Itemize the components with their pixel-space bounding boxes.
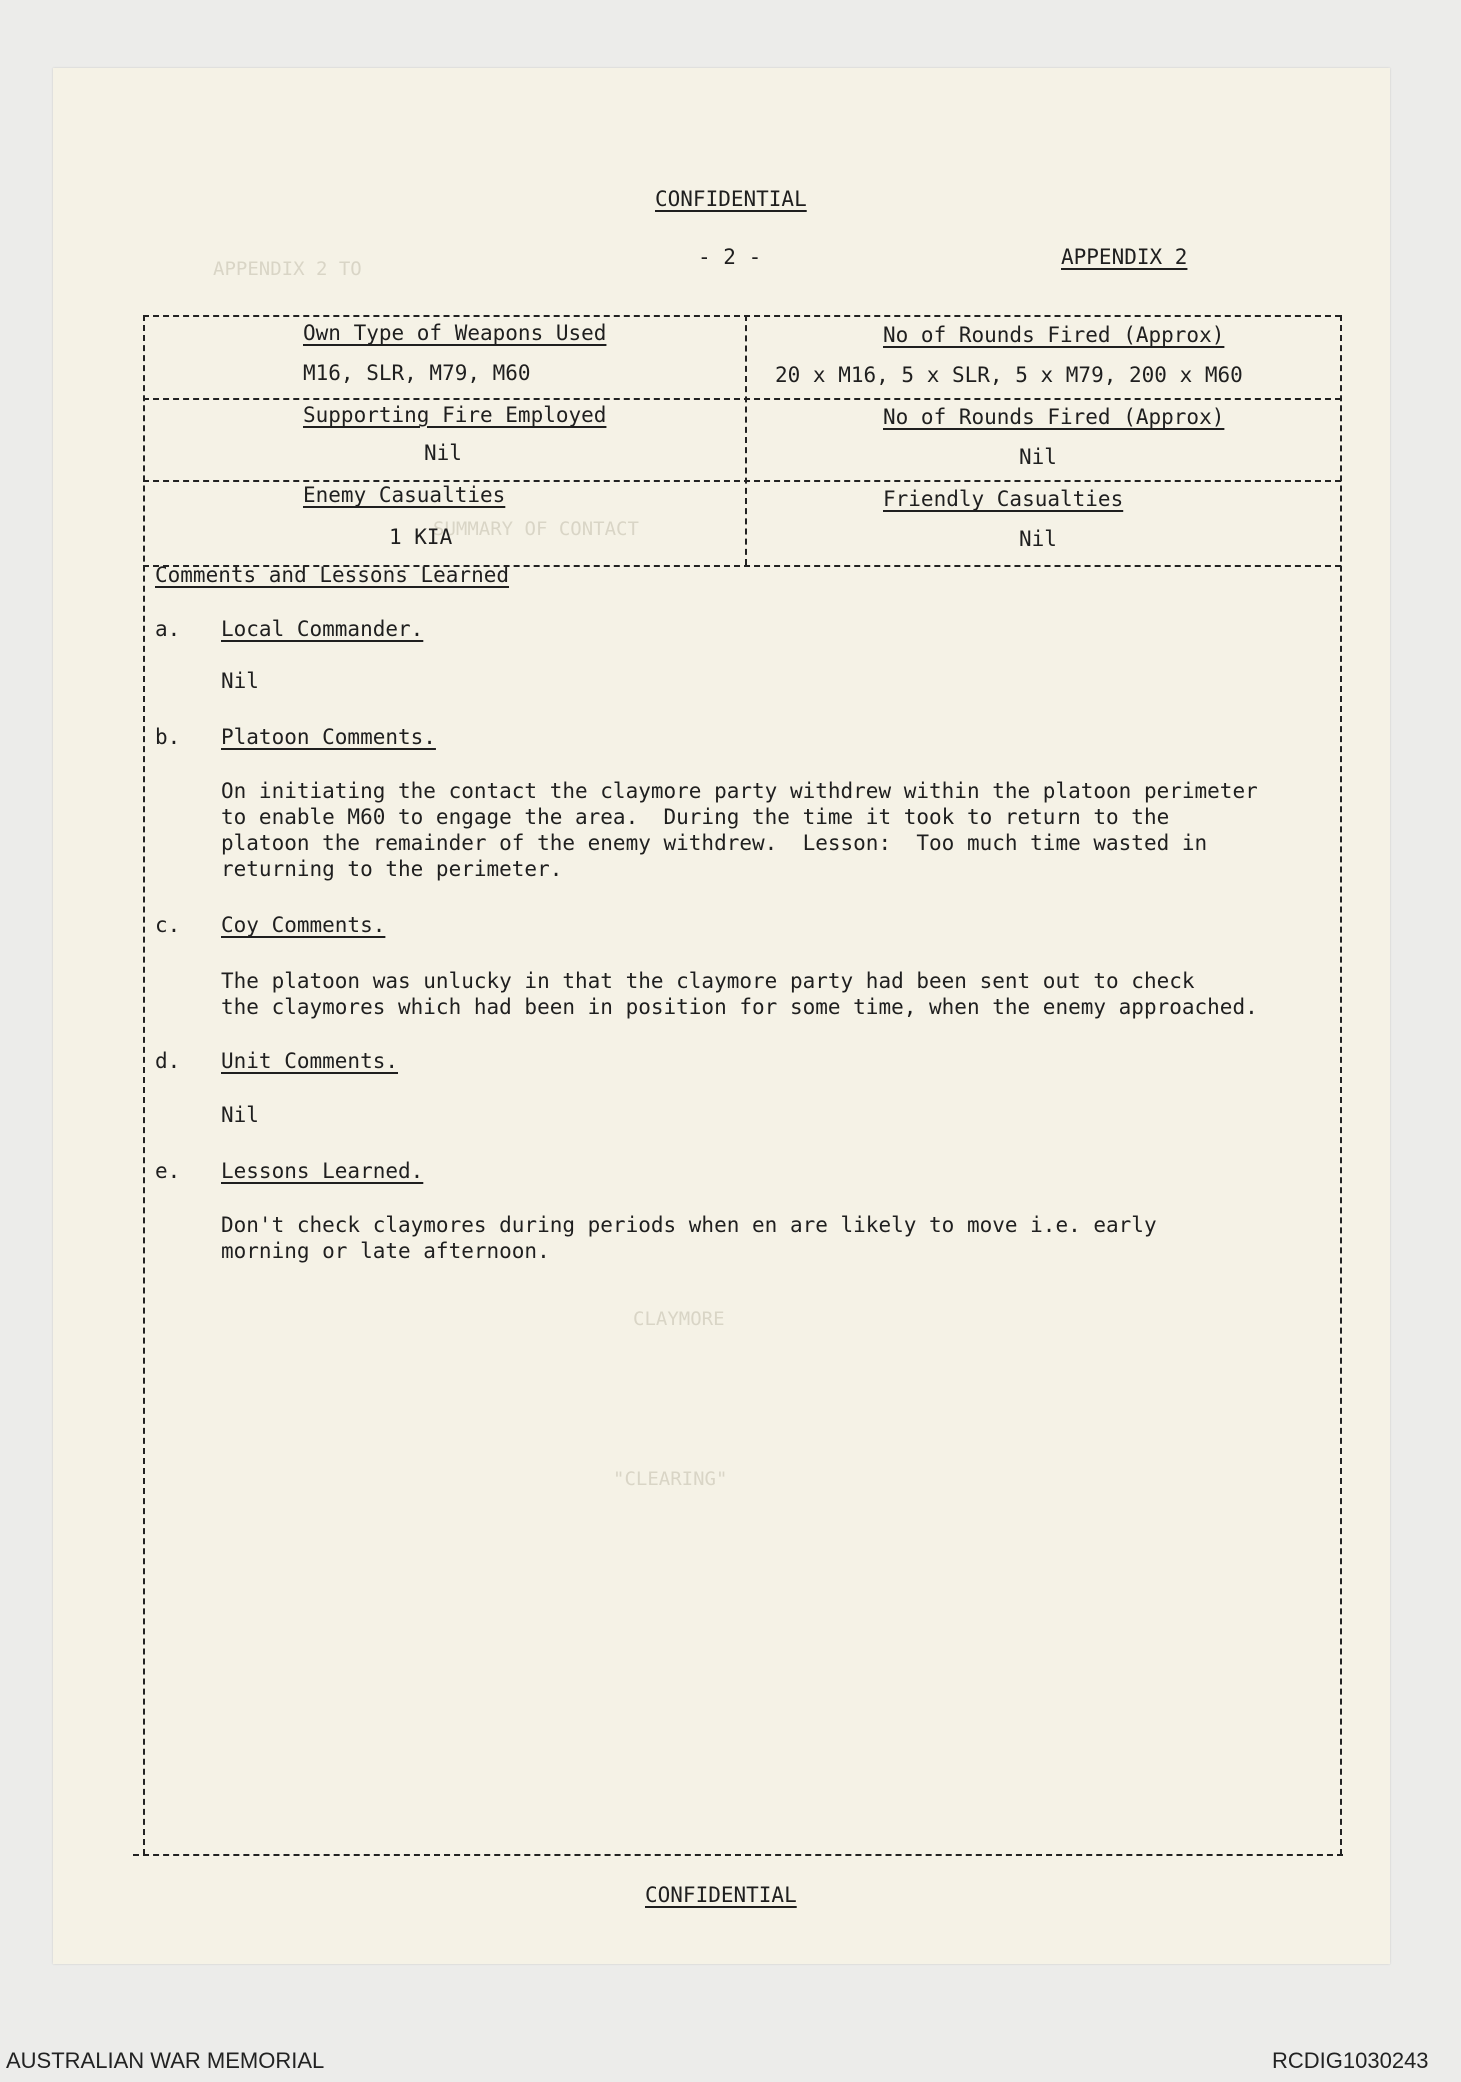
table-top-border	[143, 315, 1341, 317]
appendix-label: APPENDIX 2	[1061, 245, 1188, 269]
table-bottom-border	[133, 1854, 1343, 1856]
item-line: platoon the remainder of the enemy withdrew. Lesson: Too much time wasted in	[221, 831, 1208, 855]
own-weapons-value: M16, SLR, M79, M60	[303, 361, 531, 385]
item-title: Platoon Comments.	[221, 725, 436, 749]
item-title: Local Commander.	[221, 617, 424, 641]
table-center-divider	[745, 315, 747, 565]
classification-bottom: CONFIDENTIAL	[645, 1883, 797, 1907]
item-letter: b.	[155, 725, 181, 749]
item-line: Don't check claymores during periods when en are likely to move i.e. early	[221, 1213, 1157, 1237]
item-line: The platoon was unlucky in that the claymore party had been sent out to check	[221, 969, 1195, 993]
table-right-border	[1340, 315, 1342, 1855]
item-title: Unit Comments.	[221, 1049, 399, 1073]
item-title: Coy Comments.	[221, 913, 386, 937]
bleed-through-artifact: CLAYMORE	[633, 1308, 725, 1330]
item-line: Nil	[221, 1103, 259, 1127]
item-title: Lessons Learned.	[221, 1159, 424, 1183]
rounds-fired-value-1: 20 x M16, 5 x SLR, 5 x M79, 200 x M60	[775, 363, 1243, 387]
archive-footer-right: RCDIG1030243	[1272, 2048, 1429, 2073]
item-letter: e.	[155, 1159, 181, 1183]
bleed-through-artifact: APPENDIX 2 TO	[213, 258, 362, 280]
item-letter: a.	[155, 617, 181, 641]
item-line: returning to the perimeter.	[221, 857, 563, 881]
row-divider	[143, 398, 1341, 400]
comments-heading: Comments and Lessons Learned	[155, 563, 510, 587]
supporting-fire-label: Supporting Fire Employed	[303, 403, 607, 427]
own-weapons-label: Own Type of Weapons Used	[303, 321, 607, 345]
rounds-fired-value-2: Nil	[1019, 445, 1057, 469]
bleed-through-artifact: "CLEARING"	[613, 1468, 728, 1490]
item-line: morning or late afternoon.	[221, 1239, 550, 1263]
item-letter: d.	[155, 1049, 181, 1073]
enemy-casualties-label: Enemy Casualties	[303, 483, 506, 507]
rounds-fired-label-2: No of Rounds Fired (Approx)	[883, 405, 1225, 429]
item-line: the claymores which had been in position for some time, when the enemy approached.	[221, 995, 1258, 1019]
bleed-through-artifact: SUMMARY OF CONTACT	[433, 518, 639, 540]
item-line: to enable M60 to engage the area. During the time it took to return to the	[221, 805, 1170, 829]
supporting-fire-value: Nil	[424, 441, 462, 465]
enemy-casualties-value: 1 KIA	[389, 525, 453, 549]
page-number: - 2 -	[698, 245, 762, 269]
item-line: On initiating the contact the claymore party withdrew within the platoon perimeter	[221, 779, 1258, 803]
archive-footer-left: AUSTRALIAN WAR MEMORIAL	[6, 2048, 325, 2073]
classification-top: CONFIDENTIAL	[655, 187, 807, 211]
item-letter: c.	[155, 913, 181, 937]
document-page	[53, 68, 1390, 1964]
rounds-fired-label-1: No of Rounds Fired (Approx)	[883, 323, 1225, 347]
friendly-casualties-label: Friendly Casualties	[883, 487, 1124, 511]
item-line: Nil	[221, 669, 259, 693]
friendly-casualties-value: Nil	[1019, 527, 1057, 551]
table-left-border	[143, 315, 145, 1855]
